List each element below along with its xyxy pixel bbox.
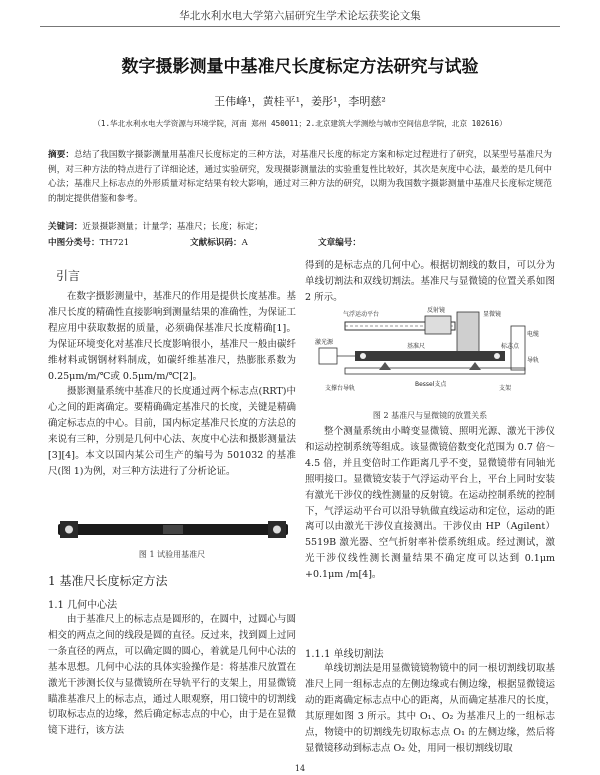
clc-line xyxy=(48,236,129,248)
section-1-1-text xyxy=(48,612,296,739)
microscope-body xyxy=(457,312,479,352)
section-1-1-1-paragraph: 单线切割法是用显微镜镜物镜中的同一根切割线切取基准尺上同一组标志点的左侧边缘或右侧边缘，根据显微镜运动的距离确定标志点中心的距离，从而确定基准尺的长度，其原理如图 3 所示。其中 O₁、O₂ 为基准尺上的一组标志点，物镜中的切割线先切取标志点 O₁ 的左侧边缘，然后将显微镜移动到标志点 O₂ 处，用同一根切割线切取 xyxy=(305,663,555,754)
label-cable: 电缆 xyxy=(527,331,540,338)
intro-heading: 引言 xyxy=(56,269,81,283)
section-1-heading: 1 基准尺长度标定方法 xyxy=(48,574,168,588)
intro-paragraph-2: 摄影测量系统中基准尺的长度通过两个标志点(RRT)中心之间的距离确定。要精确确定基准尺的长度，关键是精确确定标志点的中心。目前，国内标定基准尺长度的方法总的来说有三种，分别是几何中心法、灰度中心法和摄影测量法[3][4]。本文以国内某公司生产的编号为 501032 的基准尺(图 1)为例，对三种方法进行了分析论证。 xyxy=(48,386,296,477)
article-no-line xyxy=(318,236,361,248)
intro-paragraph-1: 在数字摄影测量中，基准尺的作用是提供长度基准。基准尺长度的精确性直接影响到测量结果的准确性，为保证工程应用中获取数据的质量，必须确保基准尺长度精确[1]。为保证环境变化对基准尺长度影响很小，基准尺一般由碳纤维材料或钢钢材料制成，如碳纤维基准尺，热膨胀系数为 0.25μm/m/℃或 0.5μm/m/℃[2]。 xyxy=(48,291,296,382)
abstract xyxy=(48,148,552,206)
keywords-text: 近景摄影测量；计量学；基准尺；长度；标定； xyxy=(82,222,263,232)
bessel-support-left xyxy=(379,362,391,370)
label-reflector: 反射镜 xyxy=(427,307,446,314)
doc-code-label: 文献标识码： xyxy=(190,238,242,248)
label-scale-bar: 基准尺 xyxy=(407,343,426,350)
article-no-label: 文章编号： xyxy=(318,238,361,248)
label-guide: 导轨 xyxy=(527,357,540,364)
paper-affiliation: （1.华北水利水电大学资源与环境学院，河南 郑州 450011；2.北京建筑大学测绘与城市空间信息学院，北京 102616） xyxy=(93,119,507,128)
section-1-1-heading: 1.1 几何中心法 xyxy=(48,600,118,611)
reflector-box xyxy=(425,316,451,334)
figure-2-caption: 图 2 基准尺与显微镜的放置关系 xyxy=(372,411,488,420)
target-point-right xyxy=(494,353,500,359)
paper-title: 数字摄影测量中基准尺长度标定方法研究与试验 xyxy=(121,57,479,77)
right-continuation-paragraph: 得到的是标志点的几何中心。根据切割线的数目，可以分为单线切割法和双线切割法。基准尺与显微镜的位置关系如图 2 所示。 xyxy=(305,260,555,303)
bessel-support-right xyxy=(469,362,481,370)
target-dot-left xyxy=(65,526,73,534)
label-support: 支撑台导轨 xyxy=(325,385,356,392)
section-1-1-1-heading: 1.1.1 单线切割法 xyxy=(305,649,384,660)
paper-authors: 王伟峰¹，黄桂平¹，姜彤¹，李明慈² xyxy=(214,95,386,108)
clc-value: TH721 xyxy=(99,238,130,248)
section-1-1-paragraph: 由于基准尺上的标志点是圆形的，在圆中，过圆心与圆相交的两点之间的线段是圆的直径。反过来，找到圆上过同一条直径的两点，可以确定圆的圆心，着就是几何中心法的基本思想。几何中心法的具体实验操作是：将基准尺放置在激光干涉测长仪与显微镜所在导轨平行的支架上，用显微镜瞄准基准尺上的标志点，通过人眼观察，用口镜中的切割线切取标志点的边缘，然后确定标志点的中心，由于是在显微镜下进行，该方法 xyxy=(48,614,296,737)
support-rail xyxy=(345,368,525,374)
right-continuation xyxy=(305,258,555,306)
system-description-paragraph: 整个测量系统由小畸变显微镜、照明光源、激光干涉仪和运动控制系统等组成。该显微镜倍数变化范围为 0.7 倍～4.5 倍，并且变倍时工作距离几乎不变，显微镜带有同轴光照明接口。显微镜安装于气浮运动平台上，平台上同时安装有激光干涉仪的线性测量的反射镜。在运动控制系统的控制下，气浮运动平台可以沿导轨做直线运动和定位，运动的距离可以由激光干涉仪直接测出。干涉仪由 HP（Agilent）5519B 激光器、空气折射率补偿系统组成。经过测试，激光干涉仪线性测长测量结果不确定度可以达到 0.1μm +0.1μm /m[4]。 xyxy=(305,426,555,581)
label-target: 标志点 xyxy=(501,343,520,350)
clc-label: 中图分类号： xyxy=(48,238,100,248)
doc-code-line xyxy=(190,236,248,248)
label-air-guide: 气浮运动平台 xyxy=(343,311,380,318)
system-description xyxy=(305,424,555,583)
header-rule xyxy=(40,26,560,27)
doc-code-value: A xyxy=(241,238,248,248)
section-1-1-1-text xyxy=(305,661,555,756)
figure-1-scale-bar xyxy=(58,517,288,543)
intro-paragraphs xyxy=(48,289,296,480)
abstract-label: 摘要： xyxy=(48,150,75,160)
label-microscope: 显微镜 xyxy=(483,311,502,318)
keywords xyxy=(48,220,552,232)
target-dot-right xyxy=(273,526,281,534)
figure-2-schematic xyxy=(315,306,547,406)
keywords-label: 关键词： xyxy=(48,222,83,232)
running-header: 华北水利水电大学第六届研究生学术论坛获奖论文集 xyxy=(179,10,421,22)
laser-source-box xyxy=(319,348,337,364)
page-number: 14 xyxy=(294,764,306,773)
target-point-left xyxy=(360,353,366,359)
label-laser: 激光源 xyxy=(315,339,334,346)
label-knob: Bessel支点 xyxy=(415,381,447,388)
scale-bar-schematic xyxy=(355,351,505,361)
label-stand: 支架 xyxy=(499,385,512,392)
scale-bar-label-patch xyxy=(163,525,183,534)
abstract-text: 总结了我国数字摄影测量用基准尺长度标定的三种方法，对基准尺长度的标定方案和标定过程进行了研究，以某型号基准尺为例，对三种方法的特点进行了详细论述，通过实验研究，发现摄影测量法的实验重复性比较好，其次是灰度中心法，最差的是几何中心法；基准尺上标志点的外形质量对标定结果有较大影响，通过对三种方法的研究，以期为我国数字摄影测量中基准尺长度标定规范的制定提供借鉴和参考。 xyxy=(48,150,552,204)
figure-1-caption: 图 1 试验用基准尺 xyxy=(138,550,206,559)
